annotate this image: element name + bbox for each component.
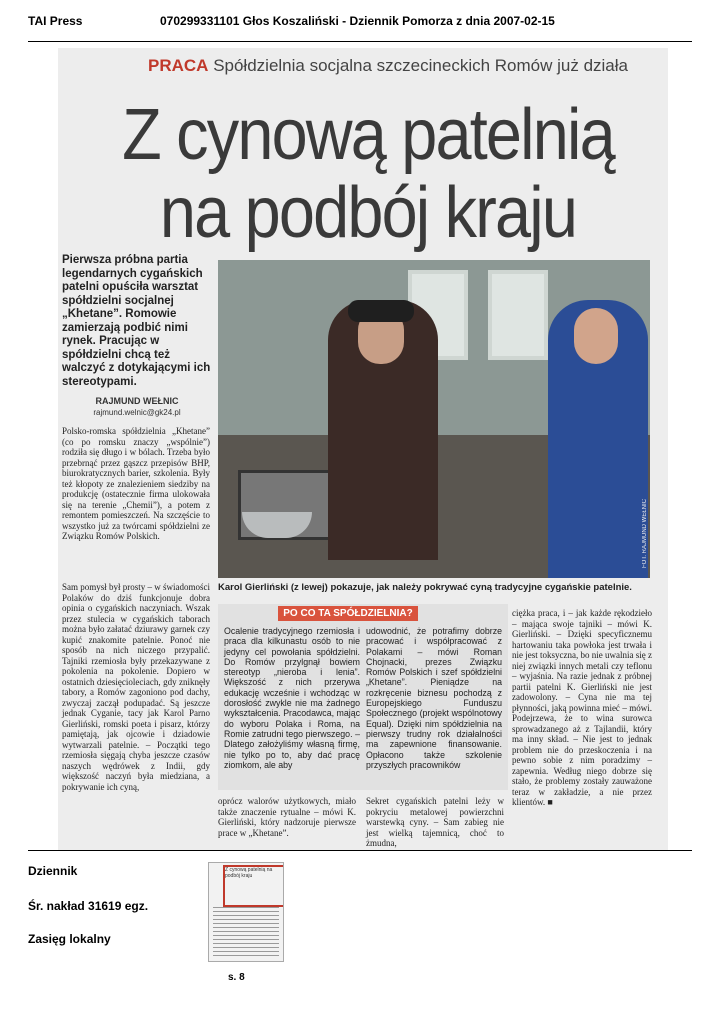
- thumbnail-lines: [213, 907, 279, 957]
- author-email: rajmund.welnic@gk24.pl: [93, 408, 181, 417]
- article-column-1a: Polsko-romska spółdzielnia „Khetane” (co po romsku znaczy „wspólnie”) rodziła się długo i w bólach. Trzeba było przebrnąć przez gąszcz przepisów BHP, biurokratycznych barier, szkolenia. Były też kłopoty ze znalezieniem siedziby na produkcję (ostatecznie firma ulokowała się na terenie „Chemii”), a potem z remontem pomieszczeń. Na szczęście to wszystko już za twórcami spółdzielni ze Związku Romów Polskich.: [62, 426, 210, 541]
- bottom-divider: [28, 850, 692, 851]
- source-label: TAI Press: [28, 14, 83, 28]
- page-thumbnail: [208, 862, 284, 962]
- sidebar-box-title: PO CO TA SPÓŁDZIELNIA?: [278, 606, 418, 621]
- photo-person-right: [548, 300, 648, 578]
- article-photo: [218, 260, 650, 578]
- document-info: 070299331101 Głos Koszaliński - Dziennik Pomorza z dnia 2007-02-15: [160, 14, 555, 28]
- person-head: [574, 308, 618, 364]
- kicker-text: Spółdzielnia socjalna szczecineckich Romów już działa: [213, 56, 628, 75]
- section-label: PRACA: [148, 56, 209, 75]
- top-divider: [28, 41, 692, 42]
- page-number: s. 8: [228, 972, 245, 983]
- sidebar-box: [218, 604, 508, 790]
- article-column-1b: Sam pomysł był prosty – w świadomości Polaków do dziś funkcjonuje dobra opinia o cygańskich naczyniach. Wszak przez stulecia w cygańskich taborach można było załatać dziurawy garnek czy kupić znakomite patelnie. Ponoć nie sposób na nich niczego przypalić. Tajniki rzemiosła były przekazywane z pokolenia na pokolenie. Dopiero w ostatnich dziesięcioleciach, gdy zniknęły tabory, a Romów zagoniono pod dachy, zwyczaj zaczął podupadać. Są jeszcze jednak Cyganie, tacy jak Karol Parno Gierliński, romski poeta i pisarz, którzy pamiętają, jak ojcowie i dziadowie wytwarzali patelnie. – Początki tego rzemiosła sięgają chyba jeszcze czasów naszych wędrówek z Indii, gdy większość naczyń była miedziana, a pokrywanie ich cyną,: [62, 582, 210, 792]
- headline-line-2: na podbój kraju: [159, 173, 577, 253]
- publication-type: Dziennik: [28, 864, 78, 878]
- photo-caption: Karol Gierliński (z lewej) pokazuje, jak należy pokrywać cyną tradycyjne cygańskie patelnie.: [218, 582, 632, 593]
- press-clipping: [58, 48, 668, 850]
- headline: [107, 96, 629, 252]
- thumbnail-text: Z cynową patelnią na podbój kraju: [225, 867, 273, 879]
- article-column-4: ciężka praca, i – jak każde rękodzieło – mająca swoje tajniki – mówi K. Gierliński. – Dzięki specyficznemu hartowaniu taka powłoka jest trwała i nie jest toksyczna, bo nie uwalnia się z niej związki innych metali czy teflonu – wyjaśnia. Na razie jednak z próbnej partii patelni K. Gierliński nie jest zadowolony. – Cyna nie ma tej płynności, jaką powinna mieć – mówi. Podejrzewa, że to wina surowca sprowadzanego aż z Tajlandii, który ma inny skład. – Nie jest to jednak problem nie do przeskoczenia i na pewno sobie z nim poradzimy – zapewnia. Według niego dobrze się stało, że problemy zostały zauważone teraz w zakładzie, a nie przez klientów. ■: [512, 608, 652, 807]
- sidebar-box-column-1: Ocalenie tradycyjnego rzemiosła i praca dla kilkunastu osób to nie jedyny cel powołania spółdzielni. Do Romów przylgnął bowiem stereotyp „nieroba i lenia”. Większość z nich przerywa edukację wcześnie i wchodząc w dorosłość zwykle nie ma żadnego wykształcenia. Pracodawca, mając do wyboru Polaka i Roma, na Romie zatrudni tego pierwszego. – Dlatego założyliśmy własną firmę, nie tylko po to, aby dać pracę ziomkom, ale aby: [224, 626, 360, 770]
- article-column-3: Sekret cygańskich patelni leży w pokryciu metalowej powierzchni warstewką cyny. – Sam zabieg nie jest wielką tajemnicą, choć to żmudna,: [366, 796, 504, 848]
- article-kicker: [148, 56, 628, 76]
- article-lead: Pierwsza próbna partia legendarnych cygańskich patelni opuściła warsztat spółdzielni socjalnej „Khetane”. Romowie zamierzają podbić nimi rynek. Pracując w spółdzielni chcą też walczyć z dotykającymi ich stereotypami.: [62, 254, 211, 388]
- circulation: Śr. nakład 31619 egz.: [28, 899, 149, 913]
- article-column-2: oprócz walorów użytkowych, miało także znaczenie rytualne – mówi K. Gierliński, który nadzoruje pierwsze prace w „Khetane”.: [218, 796, 356, 838]
- sidebar-box-column-2: udowodnić, że potrafimy dobrze pracować i współpracować z Polakami – mówi Roman Chojnacki, prezes Związku Romów Polskich i szef spółdzielni „Khetane”. Pieniądze na rozkręcenie biznesu pochodzą z Europejskiego Funduszu Społecznego (projekt wspólnotowy Equal). Dzięki nim spółdzielnia na pierwszy trudny rok działalności ma zapewnione finansowanie. Opłacono także szkolenie przyszłych pracowników: [366, 626, 502, 770]
- photo-window: [488, 270, 548, 360]
- author-byline: RAJMUND WEŁNIC: [95, 396, 179, 406]
- reach: Zasięg lokalny: [28, 932, 111, 946]
- photo-credit: FOT. RAJMUND WEŁNIC: [642, 499, 648, 568]
- person-hat: [348, 300, 414, 322]
- headline-line-1: Z cynową patelnią: [122, 95, 614, 175]
- photo-person-left: [328, 300, 438, 560]
